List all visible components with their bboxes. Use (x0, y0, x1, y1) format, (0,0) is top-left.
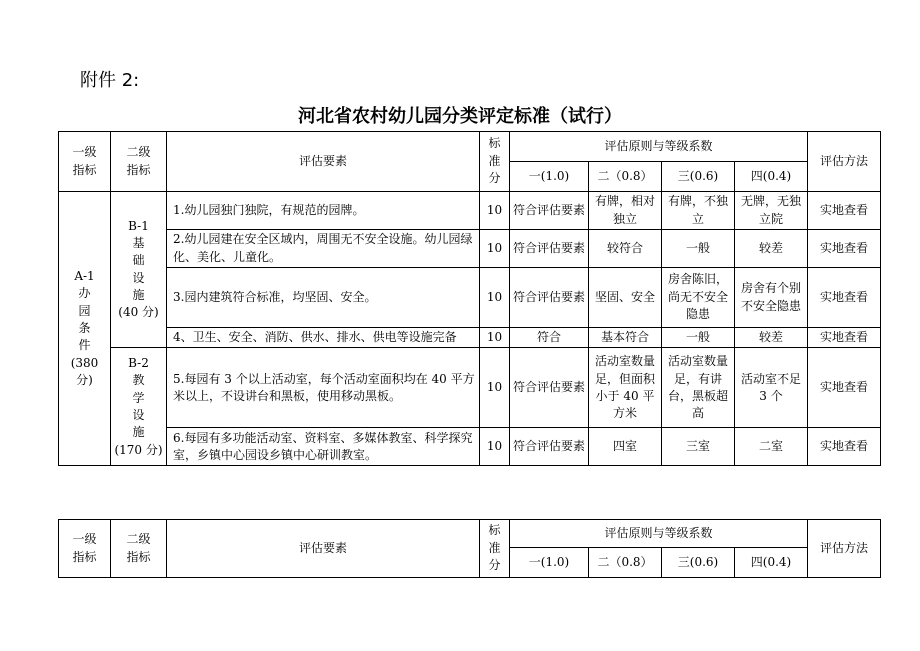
header-level2: 二级 指标 (111, 132, 167, 192)
grade3-cell: 房舍陈旧，尚无不安全隐患 (662, 268, 735, 328)
grade1-cell: 符合评估要素 (510, 268, 589, 328)
grade1-cell: 符合评估要素 (510, 230, 589, 268)
method-cell: 实地查看 (808, 428, 881, 466)
grade2-cell: 坚固、安全 (589, 268, 662, 328)
method-cell: 实地查看 (808, 328, 881, 348)
grade2-cell: 有牌，相对独立 (589, 192, 662, 230)
header-level2: 二级 指标 (111, 520, 167, 578)
grade3-cell: 一般 (662, 328, 735, 348)
grade2-cell: 基本符合 (589, 328, 662, 348)
table-row (59, 230, 881, 268)
grade3-cell: 有牌，不独立 (662, 192, 735, 230)
method-cell: 实地查看 (808, 230, 881, 268)
grade4-cell: 房舍有个别不安全隐患 (735, 268, 808, 328)
annex-label: 附件 2: (80, 70, 140, 91)
grade3-cell: 活动室数量足，有讲台，黑板超高 (662, 348, 735, 428)
grade1-cell: 符合 (510, 328, 589, 348)
method-cell: 实地查看 (808, 348, 881, 428)
table-row (59, 268, 881, 328)
grade4-cell: 二室 (735, 428, 808, 466)
header-principle: 评估原则与等级系数 (510, 520, 808, 548)
header-grade-3: 三(0.6) (662, 548, 735, 578)
header-principle: 评估原则与等级系数 (510, 132, 808, 162)
criteria-table (58, 131, 881, 466)
score-cell: 10 (480, 428, 510, 466)
score-cell: 10 (480, 192, 510, 230)
level2-b1: B-1 基 础 设 施 (40 分) (111, 192, 167, 348)
grade2-cell: 四室 (589, 428, 662, 466)
element-cell: 4、卫生、安全、消防、供水、排水、供电等设施完备 (167, 328, 480, 348)
header-grade-4: 四(0.4) (735, 548, 808, 578)
header-elements: 评估要素 (167, 132, 480, 192)
element-cell: 5.每园有 3 个以上活动室，每个活动室面积均在 40 平方米以上，不设讲台和黑板，使用移动黑板。 (167, 348, 480, 428)
grade3-cell: 三室 (662, 428, 735, 466)
score-cell: 10 (480, 348, 510, 428)
table-row (59, 348, 881, 428)
header-level1: 一级 指标 (59, 520, 111, 578)
header-grade-3: 三(0.6) (662, 162, 735, 192)
grade2-cell: 较符合 (589, 230, 662, 268)
criteria-table-continued (58, 519, 881, 578)
table-row (59, 428, 881, 466)
method-cell: 实地查看 (808, 268, 881, 328)
header-method: 评估方法 (808, 520, 881, 578)
header-grade-1: 一(1.0) (510, 548, 589, 578)
header-grade-2: 二（0.8） (589, 162, 662, 192)
element-cell: 2.幼儿园建在安全区域内，周围无不安全设施。幼儿园绿化、美化、儿童化。 (167, 230, 480, 268)
element-cell: 6.每园有多功能活动室、资料室、多媒体教室、科学探究室，乡镇中心园设乡镇中心研训教室。 (167, 428, 480, 466)
grade4-cell: 较差 (735, 328, 808, 348)
header-method: 评估方法 (808, 132, 881, 192)
grade2-cell: 活动室数量足，但面积小于 40 平方米 (589, 348, 662, 428)
score-cell: 10 (480, 328, 510, 348)
header-grade-2: 二（0.8） (589, 548, 662, 578)
element-cell: 1.幼儿园独门独院，有规范的园牌。 (167, 192, 480, 230)
level1-a1: A-1 办 园 条 件 (380 分) (59, 192, 111, 466)
score-cell: 10 (480, 230, 510, 268)
grade3-cell: 一般 (662, 230, 735, 268)
grade4-cell: 无牌，无独立院 (735, 192, 808, 230)
header-score: 标 准 分 (480, 132, 510, 192)
grade1-cell: 符合评估要素 (510, 428, 589, 466)
grade1-cell: 符合评估要素 (510, 348, 589, 428)
element-cell: 3.园内建筑符合标准，均坚固、安全。 (167, 268, 480, 328)
header-grade-4: 四(0.4) (735, 162, 808, 192)
table-row (59, 328, 881, 348)
table-row (59, 192, 881, 230)
grade4-cell: 活动室不足 3 个 (735, 348, 808, 428)
level2-b2: B-2 教 学 设 施 (170 分) (111, 348, 167, 466)
header-level1: 一级 指标 (59, 132, 111, 192)
header-grade-1: 一(1.0) (510, 162, 589, 192)
document-title: 河北省农村幼儿园分类评定标准（试行） (298, 106, 622, 127)
header-elements: 评估要素 (167, 520, 480, 578)
method-cell: 实地查看 (808, 192, 881, 230)
grade1-cell: 符合评估要素 (510, 192, 589, 230)
score-cell: 10 (480, 268, 510, 328)
grade4-cell: 较差 (735, 230, 808, 268)
header-score: 标 准 分 (480, 520, 510, 578)
